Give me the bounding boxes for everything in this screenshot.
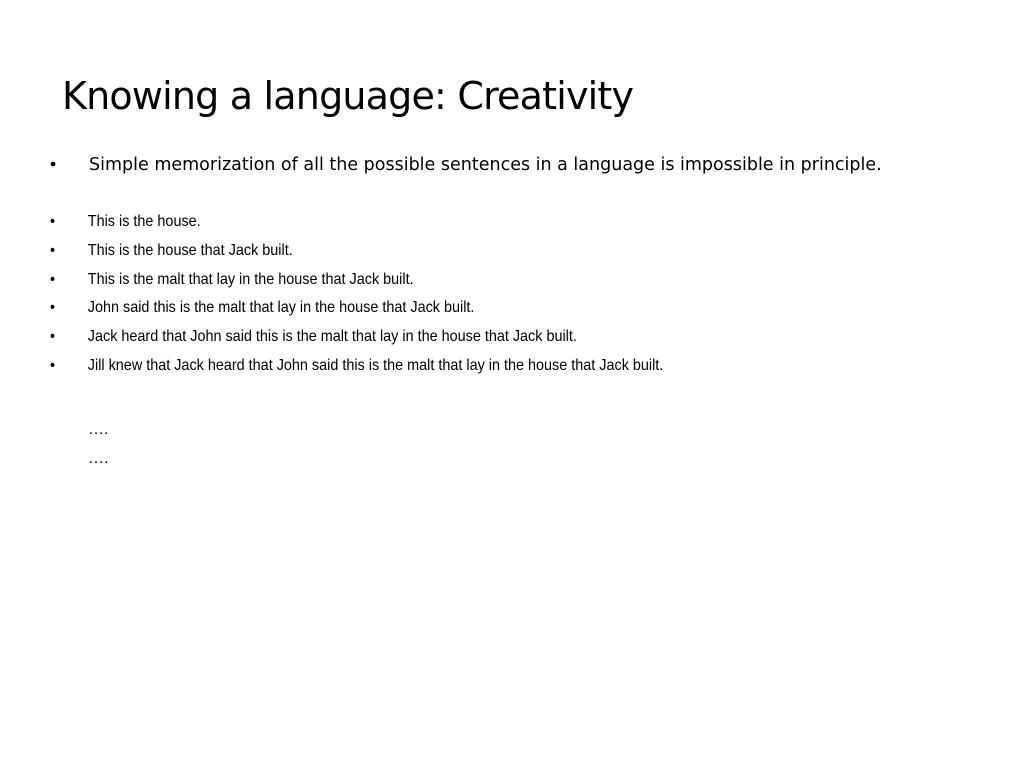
sentence-text: Jill knew that Jack heard that John said this is the malt that lay in the house that Jack built.: [87, 356, 664, 374]
bullet-marker: •: [50, 299, 56, 317]
ellipsis-line: ….: [88, 421, 109, 438]
slide-title: Knowing a language: Creativity: [62, 74, 634, 118]
list-item: [50, 213, 663, 242]
list-item: [50, 357, 663, 386]
bullet-marker: •: [50, 154, 57, 174]
list-item: [50, 299, 663, 328]
ellipsis-line: ….: [88, 450, 109, 467]
sentence-list: [50, 213, 731, 386]
sentence-text: This is the house that Jack built.: [87, 241, 293, 259]
list-item: [50, 271, 663, 300]
bullet-marker: •: [50, 241, 56, 259]
bullet-marker: •: [50, 213, 56, 230]
sentence-text: John said this is the malt that lay in the house that Jack built.: [87, 299, 475, 317]
list-item: [50, 328, 663, 357]
bullet-marker: •: [50, 356, 56, 374]
lead-bullet-item: [50, 150, 882, 179]
bullet-marker: •: [50, 270, 56, 288]
list-item: [50, 242, 663, 271]
lead-text: Simple memorization of all the possible sentences in a language is impossible in principle.: [89, 155, 882, 175]
sentence-text: This is the house.: [87, 213, 201, 230]
bullet-marker: •: [50, 328, 56, 346]
sentence-text: This is the malt that lay in the house that Jack built.: [87, 270, 414, 288]
sentence-text: Jack heard that John said this is the malt that lay in the house that Jack built.: [87, 328, 577, 346]
